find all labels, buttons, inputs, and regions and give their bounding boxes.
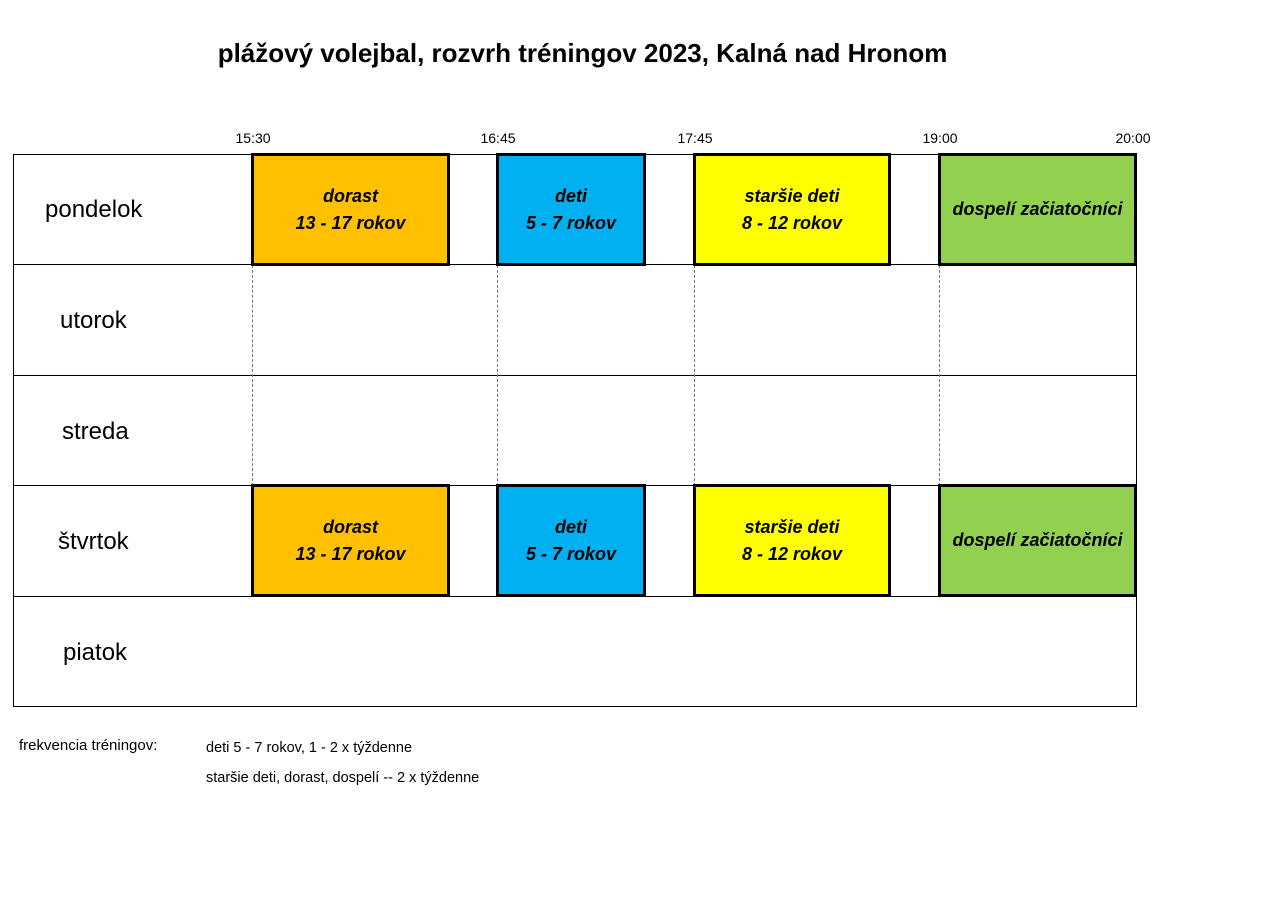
time-label-1745: 17:45 xyxy=(677,130,713,146)
session-block-starsie-deti-pondelok xyxy=(693,153,891,266)
time-guide-line xyxy=(252,265,253,486)
frequency-label: frekvencia tréningov: xyxy=(19,737,158,754)
row-divider xyxy=(13,375,1137,376)
session-group-name: dorast xyxy=(322,185,378,206)
session-group-age: 8 - 12 rokov xyxy=(741,543,843,564)
time-label-1530: 15:30 xyxy=(235,130,271,146)
session-block-dorast-stvrtok xyxy=(251,484,450,597)
time-label-1900: 19:00 xyxy=(922,130,958,146)
session-block-deti-stvrtok xyxy=(496,484,646,597)
session-group-name: deti xyxy=(554,516,587,537)
day-label-stvrtok: štvrtok xyxy=(58,528,129,555)
session-group-name: dorast xyxy=(322,516,378,537)
time-guide-line xyxy=(694,265,695,486)
day-label-streda: streda xyxy=(62,418,129,445)
session-block-dorast-pondelok xyxy=(251,153,450,266)
frequency-note-others: staršie deti, dorast, dospelí -- 2 x týždenne xyxy=(206,770,480,786)
session-group-age: 8 - 12 rokov xyxy=(741,212,843,233)
page-title: plážový volejbal, rozvrh tréningov 2023, Kalná nad Hronom xyxy=(217,38,948,68)
day-label-utorok: utorok xyxy=(60,307,127,334)
session-block-deti-pondelok xyxy=(496,153,646,266)
session-group-age: 13 - 17 rokov xyxy=(295,543,406,564)
session-group-name: staršie deti xyxy=(744,516,840,537)
frequency-note-children: deti 5 - 7 rokov, 1 - 2 x týždenne xyxy=(206,740,413,756)
session-group-name: deti xyxy=(554,185,587,206)
session-block-dospeli-stvrtok xyxy=(938,484,1137,597)
session-group-age: 5 - 7 rokov xyxy=(525,212,617,233)
session-group-name: dospelí začiatočníci xyxy=(952,530,1123,550)
session-group-name: staršie deti xyxy=(744,185,840,206)
day-label-pondelok: pondelok xyxy=(45,196,143,223)
session-block-dospeli-pondelok xyxy=(938,153,1137,266)
session-group-age: 5 - 7 rokov xyxy=(525,543,617,564)
time-guide-line xyxy=(497,265,498,486)
session-block-starsie-deti-stvrtok xyxy=(693,484,891,597)
day-label-piatok: piatok xyxy=(63,639,128,666)
time-label-2000: 20:00 xyxy=(1115,130,1151,146)
time-label-1645: 16:45 xyxy=(480,130,516,146)
session-group-name: dospelí začiatočníci xyxy=(952,199,1123,219)
time-guide-line xyxy=(939,265,940,486)
session-group-age: 13 - 17 rokov xyxy=(295,212,406,233)
